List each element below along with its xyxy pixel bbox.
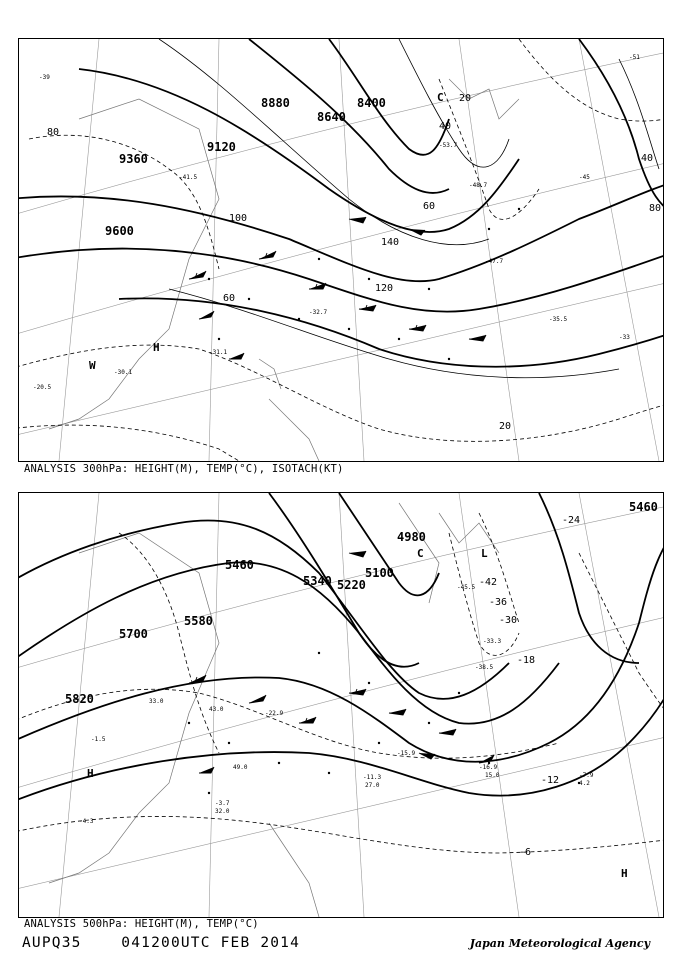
temp-contour-label: -42: [479, 577, 498, 588]
isotach-label: 80: [47, 127, 60, 138]
height-label: 5820: [65, 692, 94, 706]
temperature-label: -51: [629, 54, 640, 61]
temperature-label: -48.7: [469, 182, 488, 189]
height-label: 5100: [365, 566, 394, 580]
height-label: 9600: [105, 224, 134, 238]
station-label: 33.0: [149, 698, 164, 705]
height-label: 8640: [317, 110, 346, 124]
height-label: 8880: [261, 96, 290, 110]
height-label: 5700: [119, 627, 148, 641]
map-300hpa: [19, 39, 663, 461]
graticule: [19, 493, 663, 917]
height-label: 5460: [225, 558, 254, 572]
height-label: 5460: [629, 500, 658, 514]
isotach-label: 40: [439, 121, 452, 132]
temperature-label: -32.7: [309, 309, 328, 316]
station-label: 15.0: [485, 772, 500, 779]
temperature-contours: [19, 39, 663, 461]
isotach-label: 60: [223, 293, 236, 304]
graticule: [19, 39, 663, 461]
station-label: -4.3: [79, 818, 94, 825]
isotach-label: 40: [641, 153, 654, 164]
station-label: -45.5: [457, 584, 476, 591]
chart-code: AUPQ35 041200UTC FEB 2014: [22, 935, 301, 951]
station-plots: [208, 208, 520, 360]
warm-center-label: W: [89, 359, 96, 372]
temp-contour-label: -12: [541, 775, 560, 786]
temperature-label: -45: [579, 174, 590, 181]
temperature-label: -41.5: [179, 174, 198, 181]
high-center-label: H: [153, 341, 160, 354]
station-label: 27.0: [365, 782, 380, 789]
height-label: 4980: [397, 530, 426, 544]
height-label: 8400: [357, 96, 386, 110]
cold-center-label: C: [437, 91, 444, 104]
station-label: 4.2: [579, 780, 590, 787]
temperature-label: -20.5: [33, 384, 52, 391]
low-center-label: L: [481, 547, 488, 560]
temperature-label: -39: [39, 74, 50, 81]
high-center-label: H: [621, 867, 628, 880]
high-center-label: H: [87, 767, 94, 780]
temperature-label: -47.7: [485, 258, 504, 265]
temp-contour-label: -18: [517, 655, 536, 666]
temperature-label: -30.1: [114, 369, 133, 376]
height-contours: [19, 493, 663, 803]
temp-contour-label: -6: [519, 847, 532, 858]
chart-500hpa: [18, 492, 664, 918]
height-label: 5340: [303, 574, 332, 588]
temperature-label: -31.1: [209, 349, 228, 356]
isotach-label: 60: [423, 201, 436, 212]
temperature-label: -33: [619, 334, 630, 341]
station-label: -7.9: [579, 772, 594, 779]
height-label: 5580: [184, 614, 213, 628]
height-label: 9360: [119, 152, 148, 166]
cold-center-label: C: [417, 547, 424, 560]
station-label: 32.0: [215, 808, 230, 815]
map-500hpa: [19, 493, 663, 917]
station-label: 49.0: [233, 764, 248, 771]
isotach-label: 20: [499, 421, 512, 432]
coastlines: [49, 79, 519, 461]
height-label: 5220: [337, 578, 366, 592]
station-label: -3.7: [215, 800, 230, 807]
isotach-contours: [159, 39, 662, 378]
height-label: 9120: [207, 140, 236, 154]
station-label: -15.9: [397, 750, 416, 757]
caption-300hpa: ANALYSIS 300hPa: HEIGHT(M), TEMP(°C), ISOTACH(KT): [24, 463, 344, 475]
station-label: -11.3: [363, 774, 382, 781]
isotach-label: 140: [381, 237, 400, 248]
station-label: 43.0: [209, 706, 224, 713]
temp-contour-label: -24: [562, 515, 581, 526]
temp-contour-label: -30: [499, 615, 518, 626]
isotach-label: 80: [649, 203, 662, 214]
caption-500hpa: ANALYSIS 500hPa: HEIGHT(M), TEMP(°C): [24, 918, 259, 930]
station-label: -22.9: [265, 710, 284, 717]
station-label: -1.5: [91, 736, 106, 743]
isotach-label: 120: [375, 283, 394, 294]
temperature-label: -35.5: [549, 316, 568, 323]
station-label: -16.9: [479, 764, 498, 771]
temp-contour-label: -36: [489, 597, 508, 608]
chart-300hpa: [18, 38, 664, 462]
isotach-label: 20: [459, 93, 472, 104]
isotach-label: 100: [229, 213, 248, 224]
station-label: -38.5: [475, 664, 494, 671]
temperature-label: -53.7: [439, 142, 458, 149]
agency-name: Japan Meteorological Agency: [469, 937, 650, 950]
station-label: -33.3: [483, 638, 502, 645]
